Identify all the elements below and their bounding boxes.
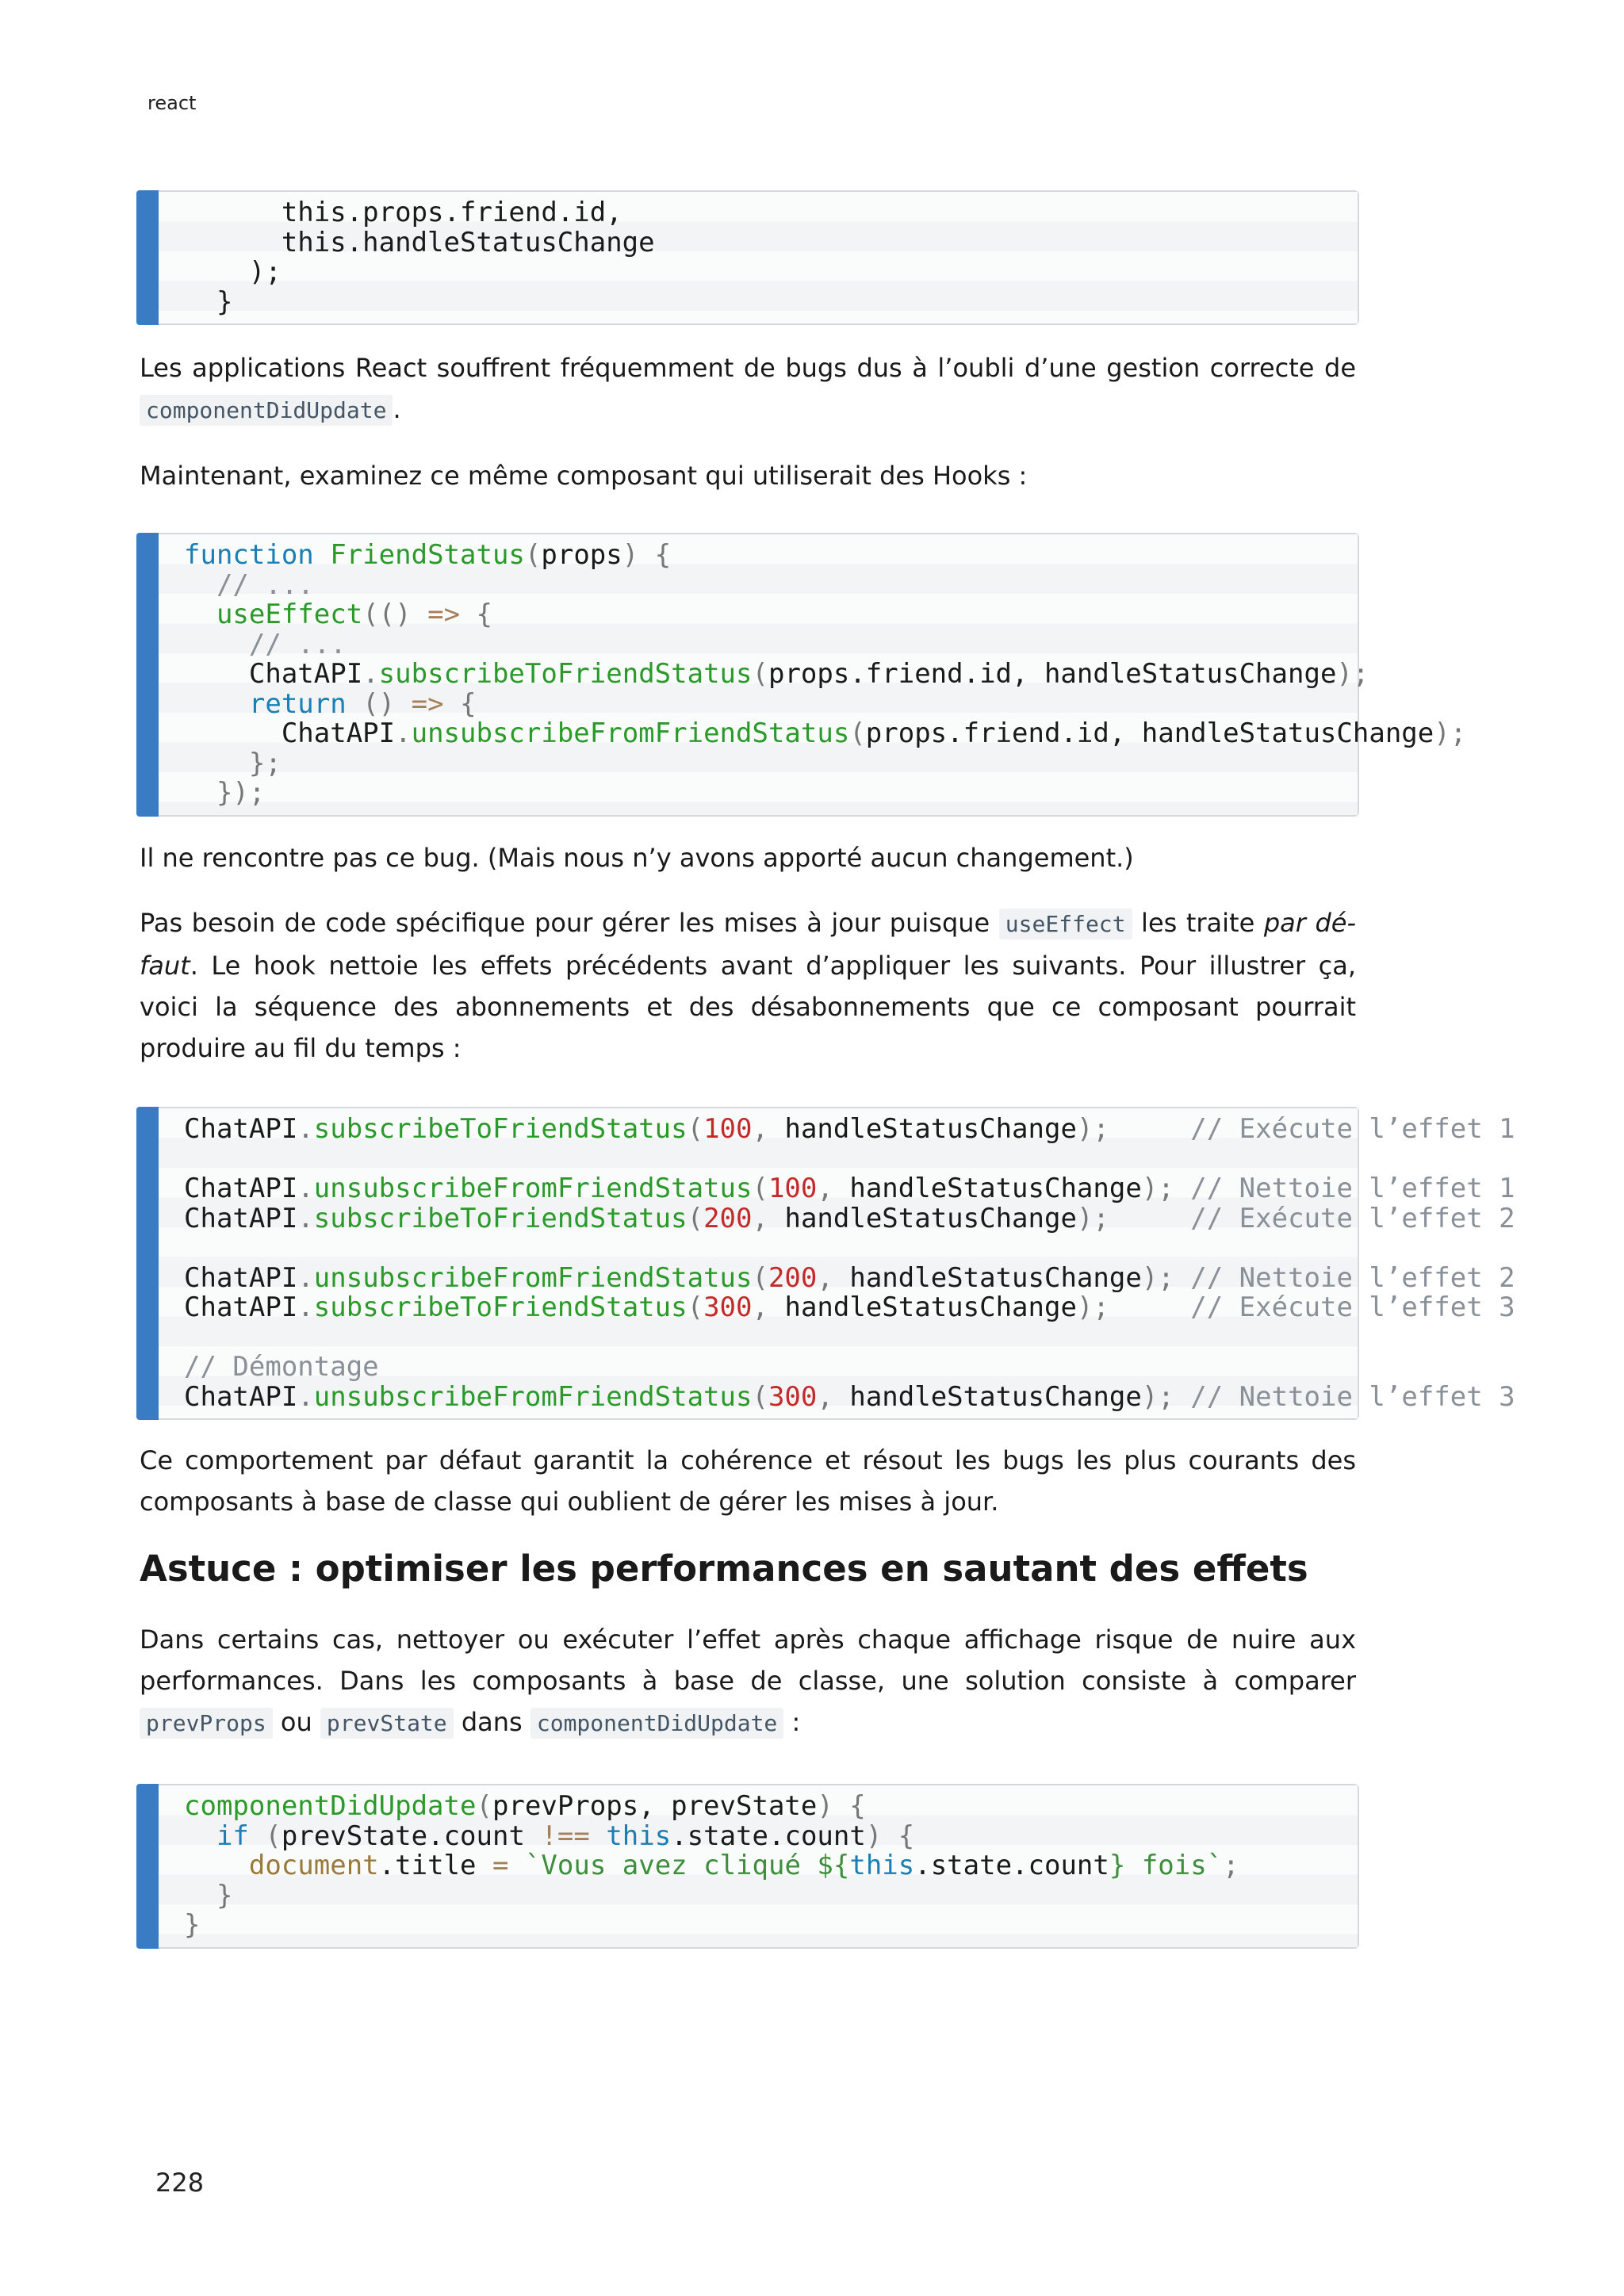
code-args: props.friend.id, handleStatusChange bbox=[768, 658, 1337, 690]
code-comment: // Nettoie l’effet 1 bbox=[1190, 1173, 1515, 1204]
code-function: unsubscribeFromFriendStatus bbox=[411, 718, 850, 749]
inline-code: prevProps bbox=[140, 1708, 273, 1739]
paragraph-text: dans bbox=[453, 1707, 530, 1737]
paragraph-bugs bbox=[140, 347, 1356, 431]
code-text bbox=[136, 192, 1358, 323]
code-keyword: function bbox=[184, 539, 314, 571]
code-line: this.handleStatusChange bbox=[184, 226, 655, 258]
code-number: 300 bbox=[703, 1292, 753, 1323]
code-block-componentdidupdate bbox=[136, 1784, 1359, 1949]
code-number: 300 bbox=[768, 1380, 818, 1413]
paragraph-useeffect bbox=[140, 902, 1356, 1069]
code-keyword: this bbox=[606, 1820, 672, 1852]
paragraph-text: Dans certains cas, nettoyer ou exécuter l’effet après chaque affichage risque de nuire aux performances. Dans les composants à base de classe, une solution consiste à comparer bbox=[140, 1624, 1356, 1696]
code-line: } bbox=[184, 285, 233, 318]
page-number: 228 bbox=[155, 2168, 205, 2198]
code-comment: // Exécute l’effet 2 bbox=[1190, 1202, 1515, 1234]
code-number: 100 bbox=[768, 1173, 818, 1204]
paragraph-text: Pas besoin de code spécifique pour gérer les mises à jour puisque bbox=[140, 908, 999, 938]
code-block-class-cleanup bbox=[136, 190, 1359, 325]
code-object: ChatAPI bbox=[184, 1202, 298, 1234]
code-object: ChatAPI bbox=[184, 1261, 298, 1294]
code-function: subscribeToFriendStatus bbox=[378, 658, 753, 690]
code-comment: // Nettoie l’effet 2 bbox=[1190, 1261, 1515, 1294]
inline-code: prevState bbox=[320, 1708, 454, 1739]
paragraph-text: . bbox=[393, 394, 401, 424]
paragraph-text: : bbox=[783, 1707, 801, 1737]
code-arg: handleStatusChange bbox=[849, 1380, 1142, 1413]
code-text: function FriendStatus(props) { // ... useEffect(() => { // ... ChatAPI.subscribeToFriendStatus(props.friend.id, handleStatusChange); return () => { ChatAPI.unsubscribeFromFriendStatus(props.friend.id, handleStatusChange); }; }); bbox=[136, 534, 1358, 815]
code-object: ChatAPI bbox=[281, 718, 396, 749]
code-string: `Vous avez cliqué ${ bbox=[524, 1850, 850, 1881]
code-comment: // ... bbox=[248, 628, 347, 660]
code-keyword: this bbox=[849, 1850, 915, 1881]
code-line: this.props.friend.id, bbox=[184, 197, 622, 228]
code-comment: // Nettoie l’effet 3 bbox=[1190, 1380, 1515, 1413]
paragraph-performance bbox=[140, 1619, 1356, 1744]
code-block-accent-bar bbox=[136, 1784, 159, 1949]
code-function: subscribeToFriendStatus bbox=[313, 1292, 688, 1323]
code-keyword: if bbox=[216, 1820, 249, 1852]
code-expression: prevState.count bbox=[281, 1820, 525, 1852]
paragraph-no-bug bbox=[140, 837, 1356, 878]
code-operator: !== bbox=[541, 1820, 590, 1852]
code-expression: .state.count bbox=[671, 1820, 866, 1852]
code-block-accent-bar bbox=[136, 190, 159, 325]
code-object: ChatAPI bbox=[248, 658, 363, 690]
code-function: unsubscribeFromFriendStatus bbox=[313, 1261, 753, 1294]
paragraph-text: Les applications React souffrent fréquemment de bugs dus à l’oubli d’une gestion correcte de bbox=[140, 353, 1356, 383]
code-comment: // Exécute l’effet 1 bbox=[1190, 1113, 1515, 1145]
inline-code: useEffect bbox=[999, 909, 1132, 939]
code-arg: handleStatusChange bbox=[784, 1202, 1077, 1234]
code-args: prevProps, prevState bbox=[492, 1790, 818, 1822]
code-property: .title bbox=[378, 1850, 477, 1881]
code-comment: // Démontage bbox=[184, 1351, 379, 1383]
code-function: subscribeToFriendStatus bbox=[313, 1113, 688, 1145]
code-global: document bbox=[248, 1850, 379, 1881]
code-number: 200 bbox=[768, 1261, 818, 1294]
emphasis: par défaut bbox=[140, 908, 1357, 981]
paragraph-text: Il ne rencontre pas ce bug. (Mais nous n’y avons apporté aucun changement.) bbox=[140, 843, 1134, 873]
paragraph-text: les traite bbox=[1132, 908, 1264, 938]
code-block-hooks bbox=[136, 533, 1467, 817]
code-text: ChatAPI.subscribeToFriendStatus(100, handleStatusChange); // Exécute l’effet 1 ChatAPI.unsubscribeFromFriendStatus(100, handleStatusChange); // Nettoie l’effet 1 ChatAPI.subscribeToFriendStatus(200, handleStatusChange); // Exécute l’effet 2 ChatAPI.unsubscribeFromFriendStatus(200, handleStatusChange); // Nettoie l’effet 2 ChatAPI.subscribeToFriendStatus(300, handleStatusChange); // Exécute l’effet 3 // Démontage ChatAPI.unsubscribeFromFriendStatus(300, handleStatusChange); // Nettoie l’effet 3 bbox=[136, 1108, 1358, 1418]
code-object: ChatAPI bbox=[184, 1380, 298, 1413]
code-function: unsubscribeFromFriendStatus bbox=[313, 1380, 753, 1413]
paragraph-text: . Le hook nettoie les effets précédents avant d’appliquer les suivants. Pour illustrer ça, voici la séquence des abonnements et des désabonnements que ce composant pourrait produire au fil du temps : bbox=[140, 951, 1356, 1063]
code-function: useEffect bbox=[216, 599, 363, 630]
paragraph-hooks-intro bbox=[140, 455, 1356, 496]
inline-code: componentDidUpdate bbox=[530, 1708, 783, 1739]
code-keyword: return bbox=[248, 687, 347, 720]
code-arg: props bbox=[541, 539, 622, 571]
code-comment: // ... bbox=[216, 568, 314, 601]
inline-code: componentDidUpdate bbox=[140, 395, 393, 426]
code-block-sequence bbox=[136, 1107, 1515, 1420]
section-heading: Astuce : optimiser les performances en sautant des effets bbox=[140, 1548, 1308, 1590]
code-object: ChatAPI bbox=[184, 1113, 298, 1145]
code-block-accent-bar bbox=[136, 1107, 159, 1420]
code-function: subscribeToFriendStatus bbox=[313, 1202, 688, 1234]
code-arg: handleStatusChange bbox=[784, 1292, 1077, 1323]
code-object: ChatAPI bbox=[184, 1292, 298, 1323]
code-comment: // Exécute l’effet 3 bbox=[1190, 1292, 1515, 1323]
code-function: unsubscribeFromFriendStatus bbox=[313, 1173, 753, 1204]
code-args: props.friend.id, handleStatusChange bbox=[865, 718, 1434, 749]
paragraph-text: Maintenant, examinez ce même composant qui utiliserait des Hooks : bbox=[140, 461, 1028, 491]
code-arg: handleStatusChange bbox=[784, 1113, 1077, 1145]
code-number: 200 bbox=[703, 1202, 753, 1234]
code-object: ChatAPI bbox=[184, 1173, 298, 1204]
code-function: componentDidUpdate bbox=[184, 1790, 477, 1822]
code-arg: handleStatusChange bbox=[849, 1261, 1142, 1294]
paragraph-text: Ce comportement par défaut garantit la cohérence et résout les bugs les plus courants des composants à base de classe qui oublient de gérer les mises à jour. bbox=[140, 1445, 1356, 1517]
code-block-accent-bar bbox=[136, 533, 159, 817]
running-header: react bbox=[147, 92, 197, 114]
paragraph-text: ou bbox=[272, 1707, 320, 1737]
code-string: } fois` bbox=[1109, 1850, 1224, 1881]
code-arg: handleStatusChange bbox=[849, 1173, 1142, 1204]
code-number: 100 bbox=[703, 1113, 753, 1145]
code-line: ); bbox=[184, 256, 282, 288]
code-text: componentDidUpdate(prevProps, prevState) { if (prevState.count !== this.state.count) { document.title = `Vous avez cliqué ${this.state.count} fois`; } } bbox=[136, 1785, 1358, 1947]
paragraph-default-behavior bbox=[140, 1440, 1356, 1522]
code-expression: .state.count bbox=[914, 1850, 1109, 1881]
code-function: FriendStatus bbox=[330, 539, 525, 571]
